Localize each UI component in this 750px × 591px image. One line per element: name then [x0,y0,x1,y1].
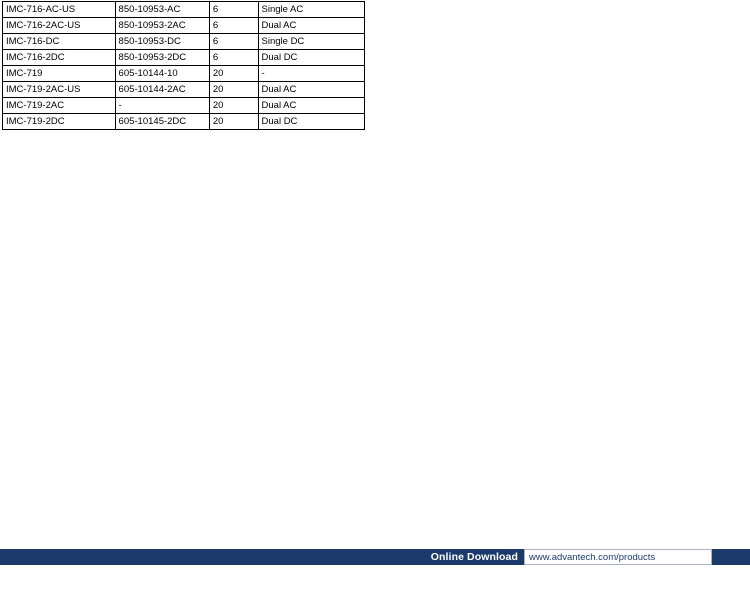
cell-ports: 6 [209,50,258,66]
footer-content [431,549,750,565]
cell-ports: 6 [209,18,258,34]
cell-ports: 20 [209,82,258,98]
footer-bar [0,549,750,565]
cell-power: Dual DC [258,50,364,66]
cell-ports: 20 [209,114,258,130]
table-row [3,18,365,34]
table-row [3,98,365,114]
product-table [2,1,365,130]
cell-power: Single DC [258,34,364,50]
online-download-label: Online Download [430,551,518,563]
table-row [3,66,365,82]
cell-model: IMC-716-2AC-US [3,18,116,34]
cell-model: IMC-719 [3,66,116,82]
cell-ports: 20 [209,66,258,82]
cell-power: Single AC [258,2,364,18]
cell-model: IMC-716-DC [3,34,116,50]
cell-part: 605-10145-2DC [115,114,209,130]
cell-part: 605-10144-2AC [115,82,209,98]
cell-model: IMC-716-AC-US [3,2,116,18]
table-row [3,34,365,50]
cell-part: 850-10953-2AC [115,18,209,34]
cell-model: IMC-716-2DC [3,50,116,66]
cell-power: Dual AC [258,82,364,98]
cell-ports: 6 [209,2,258,18]
table-row [3,114,365,130]
footer-url-box[interactable] [524,549,712,565]
table-row [3,82,365,98]
cell-part: 850-10953-DC [115,34,209,50]
cell-model: IMC-719-2AC-US [3,82,116,98]
cell-model: IMC-719-2DC [3,114,116,130]
cell-power: Dual DC [258,114,364,130]
cell-part: - [115,98,209,114]
table-row [3,50,365,66]
cell-power: Dual AC [258,98,364,114]
cell-part: 850-10953-AC [115,2,209,18]
cell-part: 605-10144-10 [115,66,209,82]
cell-power: Dual AC [258,18,364,34]
product-table-body [3,2,365,130]
cell-power: - [258,66,364,82]
cell-part: 850-10953-2DC [115,50,209,66]
cell-ports: 6 [209,34,258,50]
cell-ports: 20 [209,98,258,114]
footer-url-text[interactable]: www.advantech.com/products [529,551,656,563]
cell-model: IMC-719-2AC [3,98,116,114]
table-row [3,2,365,18]
